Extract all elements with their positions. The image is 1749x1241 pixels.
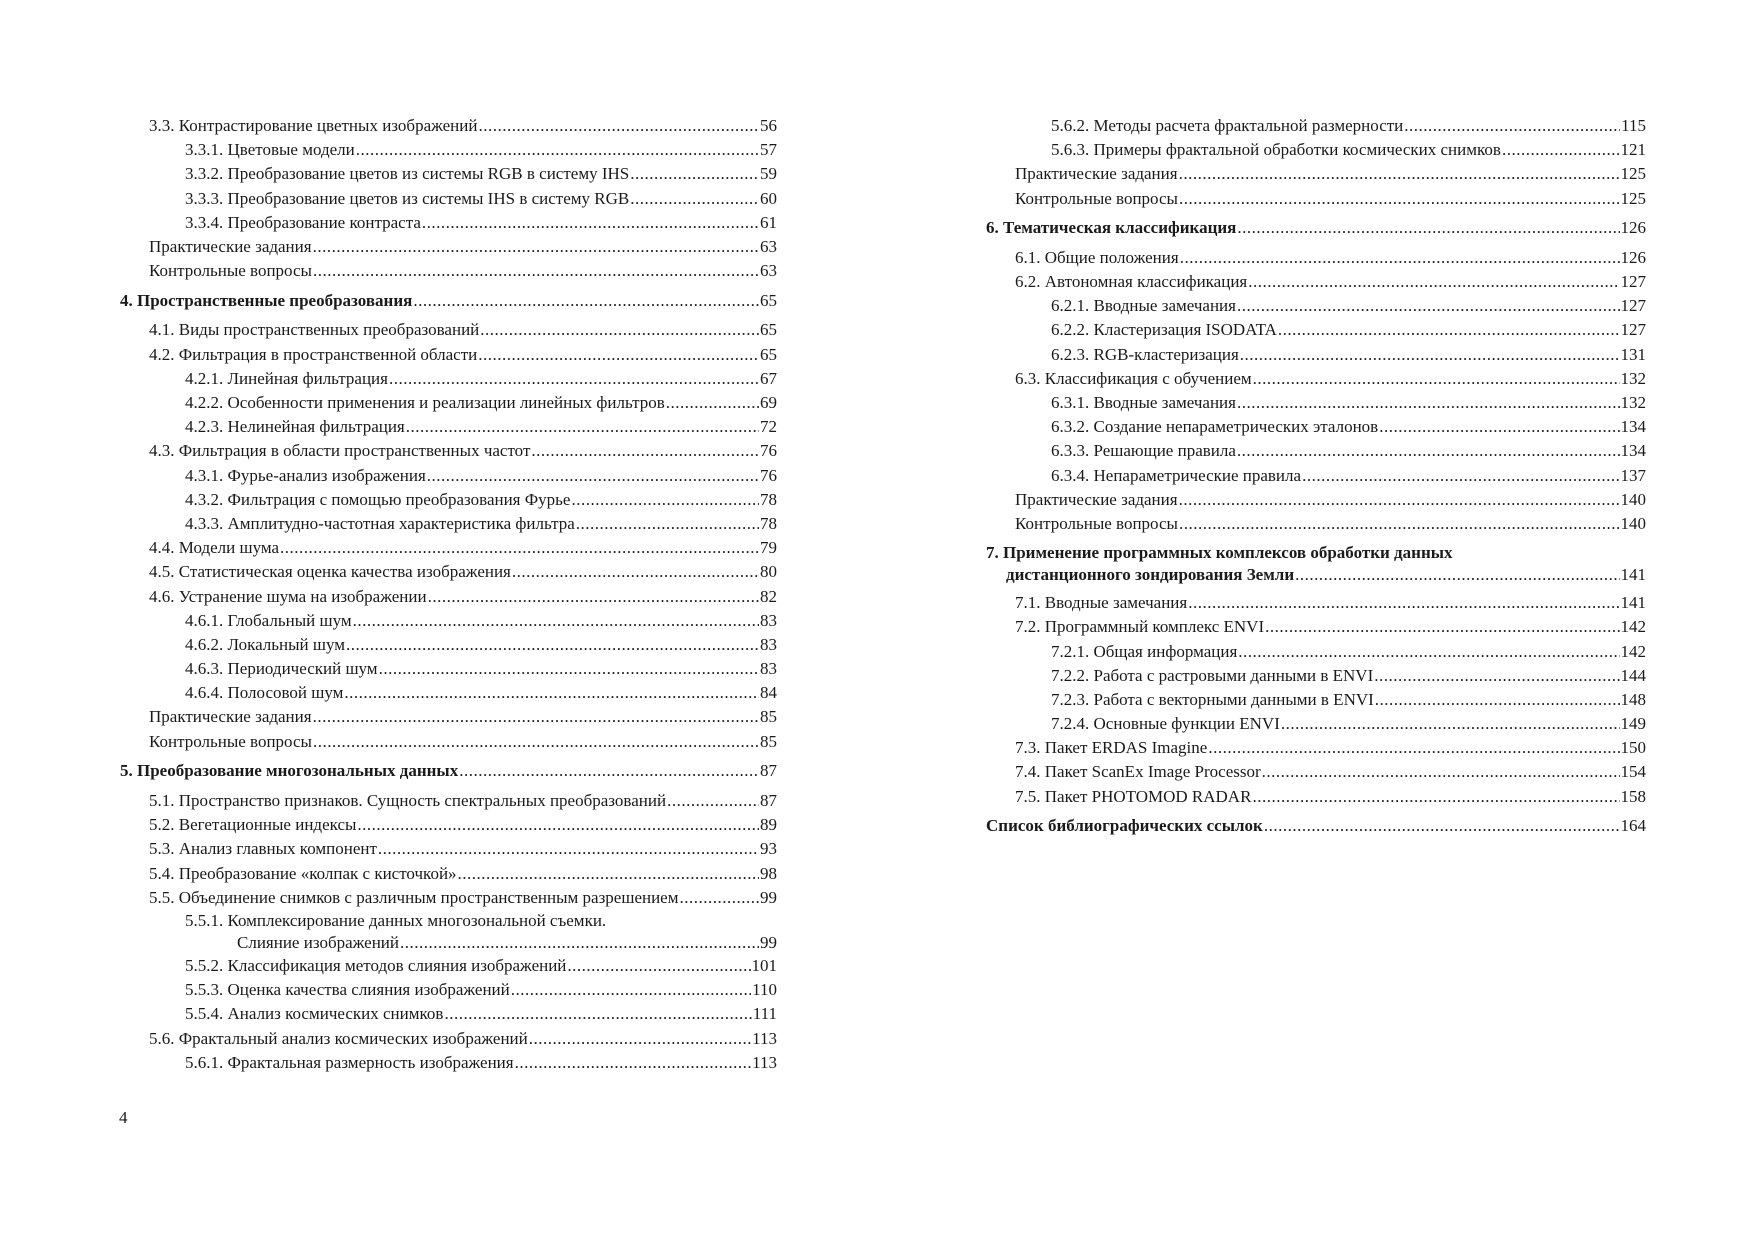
toc-entry-label: 7.3. Пакет ERDAS Imagine (1015, 738, 1208, 758)
dot-leader (1262, 761, 1620, 785)
toc-page-number: 65 (760, 320, 777, 340)
toc-entry-label: 5.5.1. Комплексирование данных многозональной съемки. (185, 911, 607, 930)
dot-leader (1248, 270, 1619, 294)
toc-page-number: 87 (760, 761, 777, 781)
dot-leader (400, 930, 759, 954)
toc-page-number: 72 (760, 417, 777, 437)
dot-leader (576, 512, 759, 536)
toc-entry[interactable] (120, 585, 777, 609)
toc-entry[interactable] (120, 319, 777, 343)
toc-entry[interactable] (120, 560, 777, 584)
toc-entry[interactable] (120, 114, 777, 138)
toc-entry[interactable] (120, 633, 777, 657)
toc-page-number: 63 (760, 236, 777, 256)
page-number: 4 (119, 1108, 128, 1127)
dot-leader (1502, 138, 1620, 162)
dot-leader (427, 464, 759, 488)
toc-entry-label: Практические задания (1015, 489, 1178, 509)
toc-entry-label: 6.2.1. Вводные замечания (1051, 296, 1236, 316)
toc-entry-label: 6.3.2. Создание непараметрических эталонов (1051, 417, 1379, 437)
toc-entry-label: 4.3. Фильтрация в области пространственных частот (149, 441, 531, 461)
toc-page-number: 110 (752, 980, 777, 1000)
dot-leader (1379, 415, 1619, 439)
dot-leader (1281, 712, 1620, 736)
dot-leader (313, 706, 759, 730)
toc-entry[interactable] (120, 657, 777, 681)
toc-entry[interactable] (120, 512, 777, 536)
toc-entry[interactable] (986, 415, 1646, 439)
toc-entry-label: 7.2.3. Работа с векторными данными в ENVI (1051, 689, 1374, 709)
toc-page-number: 80 (760, 562, 777, 582)
toc-entry-label: 4.6.1. Глобальный шум (185, 610, 352, 630)
toc-entry-label: 7.2.4. Основные функции ENVI (1051, 714, 1280, 734)
toc-entry-label: 4.6. Устранение шума на изображении (149, 586, 427, 606)
toc-page-number: 154 (1620, 762, 1646, 782)
dot-leader (413, 289, 759, 313)
toc-entry[interactable] (120, 259, 777, 283)
toc-chapter-entry[interactable] (120, 289, 777, 313)
toc-page-number: 140 (1620, 489, 1646, 509)
dot-leader (406, 415, 759, 439)
toc-entry[interactable] (986, 488, 1646, 512)
toc-entry[interactable] (986, 439, 1646, 463)
toc-entry[interactable] (120, 954, 777, 978)
toc-page-number: 60 (760, 188, 777, 208)
dot-leader (346, 633, 759, 657)
dot-leader (1374, 664, 1619, 688)
toc-entry[interactable] (986, 785, 1646, 809)
dot-leader (353, 609, 759, 633)
toc-page-number: 93 (760, 839, 777, 859)
dot-leader (529, 1027, 751, 1051)
dot-leader (1265, 615, 1619, 639)
toc-entry[interactable] (120, 789, 777, 813)
toc-entry[interactable] (120, 464, 777, 488)
toc-page-number: 78 (760, 513, 777, 533)
toc-entry-label: 3.3. Контрастирование цветных изображений (149, 115, 478, 135)
toc-entry-label: 6.3.4. Непараметрические правила (1051, 465, 1302, 485)
dot-leader (458, 862, 759, 886)
toc-page-number: 65 (760, 290, 777, 310)
toc-entry-label: Контрольные вопросы (149, 261, 312, 281)
toc-entry-label: 7.2.1. Общая информация (1051, 641, 1238, 661)
toc-page-number: 101 (751, 955, 777, 975)
toc-right-page (986, 114, 1646, 844)
toc-page-number: 134 (1620, 441, 1646, 461)
toc-entry[interactable] (986, 367, 1646, 391)
toc-page-number: 56 (760, 115, 777, 135)
toc-entry[interactable] (120, 138, 777, 162)
toc-entry-label: 3.3.4. Преобразование контраста (185, 212, 421, 232)
toc-entry-label: Контрольные вопросы (149, 731, 312, 751)
dot-leader (630, 187, 759, 211)
toc-entry[interactable] (986, 464, 1646, 488)
toc-page-number: 141 (1620, 593, 1646, 613)
toc-chapter-entry[interactable] (986, 542, 1646, 586)
toc-entry[interactable] (120, 488, 777, 512)
toc-entry-label: 6.1. Общие положения (1015, 247, 1179, 267)
dot-leader (1278, 319, 1620, 343)
dot-leader (1252, 785, 1619, 809)
toc-page-number: 67 (760, 368, 777, 388)
toc-entry-label: 7.1. Вводные замечания (1015, 593, 1188, 613)
toc-entry-label: Контрольные вопросы (1015, 188, 1178, 208)
toc-page-number: 76 (760, 465, 777, 485)
dot-leader (344, 681, 759, 705)
toc-left-page (120, 114, 777, 1075)
toc-page-number: 158 (1620, 786, 1646, 806)
toc-entry[interactable] (986, 294, 1646, 318)
dot-leader (378, 837, 759, 861)
dot-leader (480, 319, 759, 343)
toc-page-number: 83 (760, 610, 777, 630)
toc-entry[interactable] (120, 1027, 777, 1051)
toc-page-number: 126 (1620, 218, 1646, 238)
toc-entry-label: 4.2.3. Нелинейная фильтрация (185, 417, 405, 437)
toc-page-number: 99 (760, 887, 777, 907)
toc-entry-label: 6. Тематическая классификация (986, 218, 1237, 238)
toc-entry[interactable] (986, 640, 1646, 664)
toc-page-number: 99 (760, 933, 777, 952)
toc-page-number: 82 (760, 586, 777, 606)
toc-entry-label: 5.2. Вегетационные индексы (149, 815, 357, 835)
toc-entry-label: Практические задания (1015, 164, 1178, 184)
dot-leader (379, 657, 759, 681)
toc-page-number: 65 (760, 344, 777, 364)
toc-page-number: 59 (760, 164, 777, 184)
toc-entry[interactable] (120, 415, 777, 439)
toc-entry-label: 5.5.2. Классификация методов слияния изображений (185, 955, 567, 975)
toc-entry[interactable] (120, 910, 777, 954)
toc-page-number: 134 (1620, 417, 1646, 437)
toc-entry[interactable] (986, 138, 1646, 162)
toc-entry-label: 3.3.1. Цветовые модели (185, 140, 355, 160)
toc-entry-label: 4.2.2. Особенности применения и реализации линейных фильтров (185, 393, 665, 413)
toc-page-number: 113 (752, 1028, 777, 1048)
toc-entry[interactable] (986, 391, 1646, 415)
toc-entry[interactable] (120, 187, 777, 211)
toc-entry[interactable] (120, 439, 777, 463)
dot-leader (313, 259, 759, 283)
toc-entry-label: 5.1. Пространство признаков. Сущность спектральных преобразований (149, 791, 667, 811)
toc-page-number: 127 (1620, 320, 1646, 340)
dot-leader (313, 730, 759, 754)
toc-entry[interactable] (120, 706, 777, 730)
toc-chapter-entry[interactable] (120, 759, 777, 783)
dot-leader (1302, 464, 1619, 488)
toc-entry-label: 5.6. Фрактальный анализ космических изображений (149, 1028, 528, 1048)
dot-leader (459, 759, 759, 783)
toc-entry-label: 7.4. Пакет ScanEx Image Processor (1015, 762, 1261, 782)
toc-entry[interactable] (986, 246, 1646, 270)
toc-entry[interactable] (986, 761, 1646, 785)
toc-entry-label: 7.2. Программный комплекс ENVI (1015, 617, 1265, 637)
toc-entry-label: 4.6.4. Полосовой шум (185, 683, 344, 703)
dot-leader (531, 439, 759, 463)
toc-page-number: 113 (752, 1052, 777, 1072)
toc-entry[interactable] (986, 615, 1646, 639)
toc-page-number: 126 (1620, 247, 1646, 267)
toc-entry[interactable] (986, 162, 1646, 186)
toc-entry[interactable] (120, 609, 777, 633)
toc-page-number: 84 (760, 683, 777, 703)
dot-leader (1295, 562, 1619, 586)
toc-page-number: 115 (1621, 115, 1646, 135)
toc-entry-label: 4.2.1. Линейная фильтрация (185, 368, 388, 388)
toc-entry-label: 4.3.2. Фильтрация с помощью преобразования Фурье (185, 489, 571, 509)
toc-entry-label: 4. Пространственные преобразования (120, 290, 413, 310)
toc-page-number: 164 (1620, 816, 1646, 836)
toc-entry-label: 4.3.3. Амплитудно-частотная характеристика фильтра (185, 513, 575, 533)
toc-entry-label-continued: Слияние изображений (237, 933, 399, 952)
toc-entry[interactable] (120, 730, 777, 754)
toc-entry[interactable] (986, 591, 1646, 615)
toc-page-number: 141 (1620, 564, 1646, 584)
dot-leader (356, 138, 759, 162)
toc-page-number: 142 (1620, 641, 1646, 661)
dot-leader (1253, 367, 1620, 391)
toc-page-number: 150 (1620, 738, 1646, 758)
toc-entry[interactable] (120, 536, 777, 560)
toc-page-number: 127 (1620, 272, 1646, 292)
dot-leader (313, 235, 759, 259)
toc-entry-label: 5.6.1. Фрактальная размерность изображения (185, 1052, 514, 1072)
toc-entry[interactable] (986, 512, 1646, 536)
toc-entry-label: 7.2.2. Работа с растровыми данными в ENVI (1051, 665, 1374, 685)
toc-page-number: 87 (760, 791, 777, 811)
toc-page-number: 132 (1620, 393, 1646, 413)
dot-leader (1188, 591, 1619, 615)
toc-entry-label: Список библиографических ссылок (986, 816, 1263, 836)
toc-chapter-entry[interactable] (986, 216, 1646, 240)
toc-entry-label: 5.6.2. Методы расчета фрактальной размерности (1051, 115, 1404, 135)
dot-leader (567, 954, 750, 978)
toc-page-number: 83 (760, 659, 777, 679)
toc-entry-label: 6.2.3. RGB-кластеризация (1051, 344, 1239, 364)
toc-entry-label-continued: дистанционного зондирования Земли (1006, 564, 1295, 584)
toc-page-number: 137 (1620, 465, 1646, 485)
toc-entry[interactable] (120, 837, 777, 861)
toc-chapter-entry[interactable] (986, 814, 1646, 838)
toc-entry[interactable] (120, 211, 777, 235)
toc-entry-label: Практические задания (149, 236, 312, 256)
toc-entry-label: 4.5. Статистическая оценка качества изображения (149, 562, 511, 582)
toc-entry-label: 5.5. Объединение снимков с различным пространственным разрешением (149, 887, 679, 907)
toc-page-number: 121 (1620, 140, 1646, 160)
toc-entry-label: 5.3. Анализ главных компонент (149, 839, 377, 859)
toc-page-number: 127 (1620, 296, 1646, 316)
toc-entry[interactable] (986, 736, 1646, 760)
dot-leader (478, 343, 759, 367)
toc-entry-label: 3.3.3. Преобразование цветов из системы IHS в систему RGB (185, 188, 630, 208)
toc-entry-label: 6.3.1. Вводные замечания (1051, 393, 1236, 413)
toc-page-number: 85 (760, 707, 777, 727)
toc-entry-label: 4.3.1. Фурье-анализ изображения (185, 465, 426, 485)
toc-entry[interactable] (120, 886, 777, 910)
dot-leader (1179, 488, 1620, 512)
toc-entry-label: Практические задания (149, 707, 312, 727)
toc-page-number: 144 (1620, 665, 1646, 685)
dot-leader (1180, 246, 1620, 270)
toc-entry[interactable] (120, 1051, 777, 1075)
toc-page-number: 61 (760, 212, 777, 232)
toc-entry-label: 4.6.2. Локальный шум (185, 634, 346, 654)
toc-entry-label: 5. Преобразование многозональных данных (120, 761, 459, 781)
dot-leader (512, 560, 759, 584)
dot-leader (280, 536, 759, 560)
toc-entry[interactable] (986, 114, 1646, 138)
toc-entry[interactable] (120, 162, 777, 186)
dot-leader (1179, 162, 1620, 186)
toc-entry-label: 6.3. Классификация с обучением (1015, 368, 1252, 388)
toc-entry-label: 6.2.2. Кластеризация ISODATA (1051, 320, 1277, 340)
toc-page-number: 149 (1620, 714, 1646, 734)
toc-page-number: 89 (760, 815, 777, 835)
dot-leader (1237, 294, 1620, 318)
toc-entry-label: 4.6.3. Периодический шум (185, 659, 378, 679)
toc-entry[interactable] (986, 319, 1646, 343)
dot-leader (667, 789, 759, 813)
dot-leader (1264, 814, 1620, 838)
toc-entry[interactable] (986, 688, 1646, 712)
toc-entry-label: 4.2. Фильтрация в пространственной области (149, 344, 478, 364)
toc-page-number: 98 (760, 863, 777, 883)
dot-leader (630, 162, 759, 186)
toc-entry[interactable] (120, 391, 777, 415)
dot-leader (1404, 114, 1620, 138)
dot-leader (422, 211, 759, 235)
dot-leader (1240, 343, 1620, 367)
toc-entry-label: 7. Применение программных комплексов обработки данных (986, 542, 1453, 562)
toc-page-number: 131 (1620, 344, 1646, 364)
toc-page-number: 148 (1620, 689, 1646, 709)
toc-page-number: 111 (752, 1004, 777, 1024)
toc-entry[interactable] (986, 712, 1646, 736)
dot-leader (389, 367, 759, 391)
toc-entry-label: 4.1. Виды пространственных преобразований (149, 320, 480, 340)
dot-leader (1179, 187, 1620, 211)
toc-entry[interactable] (986, 343, 1646, 367)
toc-entry-label: 6.2. Автономная классификация (1015, 272, 1248, 292)
toc-page-number: 125 (1620, 164, 1646, 184)
toc-page-number: 78 (760, 489, 777, 509)
dot-leader (357, 813, 759, 837)
dot-leader (1237, 216, 1619, 240)
toc-page-number: 142 (1620, 617, 1646, 637)
dot-leader (1375, 688, 1620, 712)
toc-entry-label: 7.5. Пакет PHOTOMOD RADAR (1015, 786, 1252, 806)
toc-page-number: 132 (1620, 368, 1646, 388)
toc-entry[interactable] (986, 187, 1646, 211)
toc-entry[interactable] (120, 681, 777, 705)
toc-page-number: 69 (760, 393, 777, 413)
dot-leader (680, 886, 760, 910)
toc-page-number: 63 (760, 261, 777, 281)
dot-leader (515, 1051, 752, 1075)
dot-leader (444, 1002, 751, 1026)
toc-entry[interactable] (120, 978, 777, 1002)
toc-entry[interactable] (120, 235, 777, 259)
toc-page-number: 125 (1620, 188, 1646, 208)
toc-entry[interactable] (120, 1002, 777, 1026)
toc-entry-label: 5.5.4. Анализ космических снимков (185, 1004, 444, 1024)
dot-leader (1237, 439, 1620, 463)
toc-page-number: 57 (760, 140, 777, 160)
dot-leader (1237, 391, 1620, 415)
toc-entry-label: 3.3.2. Преобразование цветов из системы RGB в систему IHS (185, 164, 630, 184)
toc-entry-label: 6.3.3. Решающие правила (1051, 441, 1236, 461)
toc-page-number: 85 (760, 731, 777, 751)
dot-leader (666, 391, 759, 415)
dot-leader (478, 114, 759, 138)
toc-entry-label: Контрольные вопросы (1015, 513, 1178, 533)
toc-entry[interactable] (120, 813, 777, 837)
toc-page-number: 79 (760, 538, 777, 558)
toc-entry[interactable] (120, 343, 777, 367)
dot-leader (1238, 640, 1619, 664)
toc-entry[interactable] (120, 862, 777, 886)
toc-page-number: 83 (760, 634, 777, 654)
toc-entry[interactable] (120, 367, 777, 391)
toc-entry-label: 4.4. Модели шума (149, 538, 280, 558)
dot-leader (1179, 512, 1620, 536)
toc-page-number: 140 (1620, 513, 1646, 533)
dot-leader (1208, 736, 1619, 760)
toc-entry[interactable] (986, 270, 1646, 294)
dot-leader (428, 585, 759, 609)
toc-entry-label: 5.5.3. Оценка качества слияния изображений (185, 980, 510, 1000)
toc-entry-label: 5.4. Преобразование «колпак с кисточкой» (149, 863, 457, 883)
toc-entry[interactable] (986, 664, 1646, 688)
dot-leader (511, 978, 751, 1002)
toc-entry-label: 5.6.3. Примеры фрактальной обработки космических снимков (1051, 140, 1501, 160)
toc-page-number: 76 (760, 441, 777, 461)
dot-leader (571, 488, 759, 512)
